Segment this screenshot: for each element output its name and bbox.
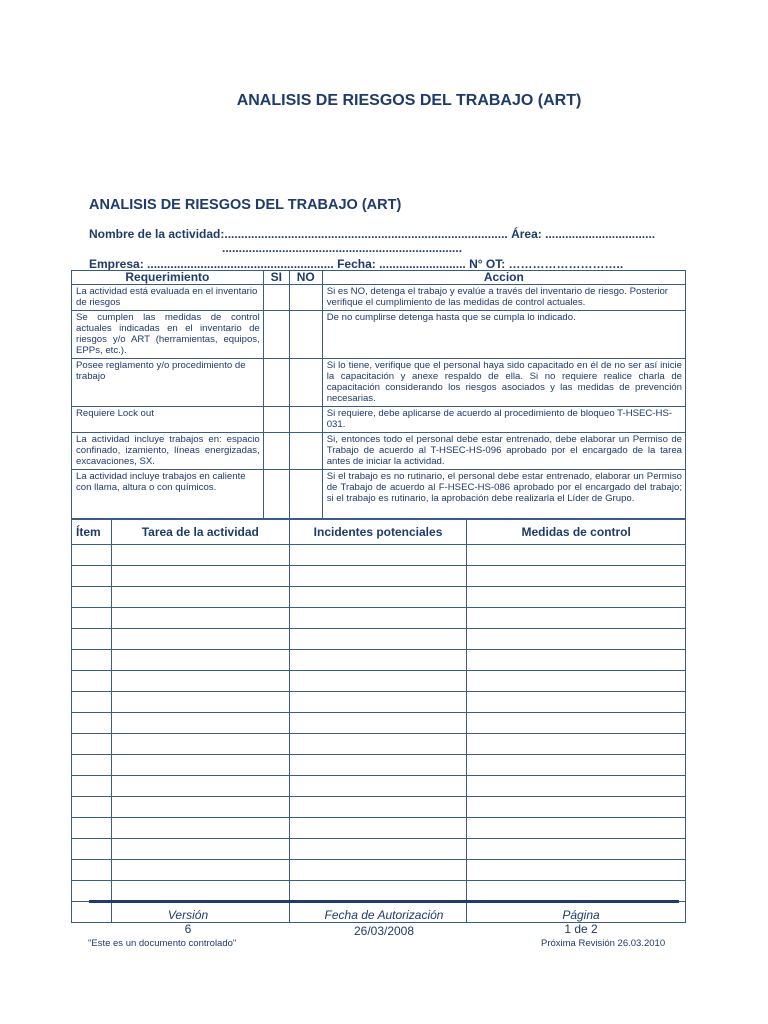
tarea-cell[interactable] xyxy=(111,608,289,629)
item-cell[interactable] xyxy=(72,587,112,608)
action-text: Si el trabajo es no rutinario, el personal debe estar entrenado, elaborar un Permiso de Trabajo de acuerdo al F-HSEC-HS-086 aprobado por el encargado del trabajo; si el trabajo es rutinario, la aprobación debe realizarla el Líder de Grupo. xyxy=(322,470,685,520)
incidentes-cell[interactable] xyxy=(289,587,467,608)
tarea-cell[interactable] xyxy=(111,734,289,755)
medidas-cell[interactable] xyxy=(467,755,686,776)
item-row xyxy=(72,545,686,566)
incidentes-cell[interactable] xyxy=(289,860,467,881)
medidas-cell[interactable] xyxy=(467,629,686,650)
tarea-cell[interactable] xyxy=(111,713,289,734)
action-text: De no cumplirse detenga hasta que se cumpla lo indicado. xyxy=(322,311,685,359)
si-checkbox-cell[interactable] xyxy=(263,311,289,359)
action-text: Si requiere, debe aplicarse de acuerdo al procedimiento de bloqueo T-HSEC-HS-031. xyxy=(322,407,685,433)
requirement-row xyxy=(72,407,686,433)
incidentes-cell[interactable] xyxy=(289,608,467,629)
tarea-cell[interactable] xyxy=(111,650,289,671)
version-value: 6 xyxy=(184,922,192,936)
medidas-cell[interactable] xyxy=(467,671,686,692)
medidas-cell[interactable] xyxy=(467,818,686,839)
no-checkbox-cell[interactable] xyxy=(289,311,322,359)
incidentes-cell[interactable] xyxy=(289,776,467,797)
item-row xyxy=(72,734,686,755)
item-cell[interactable] xyxy=(72,797,112,818)
authorization-date-label: Fecha de Autorización xyxy=(324,908,444,922)
activity-name-line: Nombre de la actividad:..................................................................................... Área: ................................. xyxy=(89,227,656,241)
incidentes-cell[interactable] xyxy=(289,692,467,713)
requirement-row xyxy=(72,433,686,470)
item-cell[interactable] xyxy=(72,608,112,629)
company-date-ot-line: Empresa: ........................................................ Fecha: .......................... N° OT: ……………………….. xyxy=(89,257,624,271)
medidas-cell[interactable] xyxy=(467,797,686,818)
tarea-cell[interactable] xyxy=(111,545,289,566)
page-label: Página xyxy=(562,908,600,922)
si-checkbox-cell[interactable] xyxy=(263,359,289,407)
si-checkbox-cell[interactable] xyxy=(263,407,289,433)
medidas-cell[interactable] xyxy=(467,587,686,608)
requirement-row xyxy=(72,470,686,520)
tarea-cell[interactable] xyxy=(111,839,289,860)
incidentes-cell[interactable] xyxy=(289,755,467,776)
action-text: Si lo tiene, verifique que el personal haya sido capacitado en él de no ser así inicie la capacitación y anexe respaldo de ella. Si no requiere realice charla de capacitación considerando los riesgos asociados y las medidas de prevención necesarias. xyxy=(322,359,685,407)
action-text: Si, entonces todo el personal debe estar entrenado, debe elaborar un Permiso de Trabajo de acuerdo al T-HSEC-HS-096 aprobado por el encargado de la tarea antes de iniciar la actividad. xyxy=(322,433,685,470)
incidentes-cell[interactable] xyxy=(289,881,467,902)
incidentes-cell[interactable] xyxy=(289,839,467,860)
tarea-cell[interactable] xyxy=(111,629,289,650)
action-text: Si es NO, detenga el trabajo y evalúe a través del inventario de riesgo. Posterior verifique el cumplimiento de las medidas de control actuales. xyxy=(322,285,685,311)
header-requerimiento: Requerimiento xyxy=(72,271,264,285)
tarea-cell[interactable] xyxy=(111,692,289,713)
item-cell[interactable] xyxy=(72,881,112,902)
item-cell[interactable] xyxy=(72,671,112,692)
requirement-text: La actividad incluye trabajos en caliente con llama, altura o con químicos. xyxy=(72,470,264,520)
no-checkbox-cell[interactable] xyxy=(289,433,322,470)
item-cell[interactable] xyxy=(72,734,112,755)
incidentes-cell[interactable] xyxy=(289,671,467,692)
item-row xyxy=(72,692,686,713)
incidentes-cell[interactable] xyxy=(289,566,467,587)
tarea-cell[interactable] xyxy=(111,671,289,692)
items-header-row xyxy=(72,519,686,545)
no-checkbox-cell[interactable] xyxy=(289,285,322,311)
item-cell[interactable] xyxy=(72,650,112,671)
requirements-header-row xyxy=(72,271,686,285)
header-no: NO xyxy=(289,271,322,285)
requirement-text: La actividad está evaluada en el inventario de riesgos xyxy=(72,285,264,311)
item-row xyxy=(72,797,686,818)
page-title: ANALISIS DE RIESGOS DEL TRABAJO (ART) xyxy=(236,92,582,109)
header-medidas: Medidas de control xyxy=(467,519,686,545)
incidentes-cell[interactable] xyxy=(289,734,467,755)
medidas-cell[interactable] xyxy=(467,881,686,902)
item-row xyxy=(72,755,686,776)
medidas-cell[interactable] xyxy=(467,713,686,734)
footer-divider xyxy=(89,900,679,903)
page-value: 1 de 2 xyxy=(564,922,598,936)
item-row xyxy=(72,566,686,587)
no-checkbox-cell[interactable] xyxy=(289,359,322,407)
requirements-table xyxy=(71,270,686,520)
medidas-cell[interactable] xyxy=(467,860,686,881)
no-checkbox-cell[interactable] xyxy=(289,470,322,520)
tarea-cell[interactable] xyxy=(111,818,289,839)
incidentes-cell[interactable] xyxy=(289,629,467,650)
medidas-cell[interactable] xyxy=(467,734,686,755)
activity-name-continuation: ........................................................................ xyxy=(222,241,463,255)
requirement-row xyxy=(72,285,686,311)
si-checkbox-cell[interactable] xyxy=(263,285,289,311)
tarea-cell[interactable] xyxy=(111,755,289,776)
requirement-row xyxy=(72,359,686,407)
si-checkbox-cell[interactable] xyxy=(263,470,289,520)
incidentes-cell[interactable] xyxy=(289,797,467,818)
header-item: Ítem xyxy=(72,519,112,545)
item-row xyxy=(72,776,686,797)
item-row xyxy=(72,671,686,692)
header-incidentes: Incidentes potenciales xyxy=(289,519,467,545)
item-row xyxy=(72,587,686,608)
header-tarea: Tarea de la actividad xyxy=(111,519,289,545)
medidas-cell[interactable] xyxy=(467,566,686,587)
next-revision-note: Próxima Revisión 26.03.2010 xyxy=(541,938,666,949)
header-accion: Accion xyxy=(322,271,685,285)
medidas-cell[interactable] xyxy=(467,650,686,671)
header-si: SI xyxy=(263,271,289,285)
item-cell[interactable] xyxy=(72,692,112,713)
version-label: Versión xyxy=(167,908,209,922)
medidas-cell[interactable] xyxy=(467,545,686,566)
tarea-cell[interactable] xyxy=(111,566,289,587)
requirement-text: Posee reglamento y/o procedimiento de trabajo xyxy=(72,359,264,407)
item-cell[interactable] xyxy=(72,755,112,776)
tarea-cell[interactable] xyxy=(111,587,289,608)
items-table xyxy=(71,518,686,923)
controlled-document-note: "Este es un documento controlado" xyxy=(88,938,237,949)
item-row xyxy=(72,608,686,629)
item-row xyxy=(72,860,686,881)
item-cell[interactable] xyxy=(72,818,112,839)
requirement-text: La actividad incluye trabajos en: espacio confinado, izamiento, líneas energizadas, excavaciones, SX. xyxy=(72,433,264,470)
medidas-cell[interactable] xyxy=(467,776,686,797)
incidentes-cell[interactable] xyxy=(289,650,467,671)
incidentes-cell[interactable] xyxy=(289,545,467,566)
si-checkbox-cell[interactable] xyxy=(263,433,289,470)
item-cell[interactable] xyxy=(72,776,112,797)
item-cell[interactable] xyxy=(72,839,112,860)
item-row xyxy=(72,818,686,839)
requirement-row xyxy=(72,311,686,359)
no-checkbox-cell[interactable] xyxy=(289,407,322,433)
medidas-cell[interactable] xyxy=(467,608,686,629)
item-cell[interactable] xyxy=(72,713,112,734)
item-cell[interactable] xyxy=(72,545,112,566)
incidentes-cell[interactable] xyxy=(289,818,467,839)
requirement-text: Se cumplen las medidas de control actuales indicadas en el inventario de riesgos y/o ART (herramientas, equipos, EPPs, etc.). xyxy=(72,311,264,359)
authorization-date-value: 26/03/2008 xyxy=(353,924,415,938)
item-cell[interactable] xyxy=(72,860,112,881)
item-row xyxy=(72,629,686,650)
item-row xyxy=(72,713,686,734)
tarea-cell[interactable] xyxy=(111,860,289,881)
tarea-cell[interactable] xyxy=(111,797,289,818)
item-cell[interactable] xyxy=(72,566,112,587)
tarea-cell[interactable] xyxy=(111,881,289,902)
requirement-text: Requiere Lock out xyxy=(72,407,264,433)
item-row xyxy=(72,650,686,671)
item-cell[interactable] xyxy=(72,902,112,923)
medidas-cell[interactable] xyxy=(467,839,686,860)
item-row xyxy=(72,839,686,860)
item-row xyxy=(72,881,686,902)
incidentes-cell[interactable] xyxy=(289,713,467,734)
item-cell[interactable] xyxy=(72,629,112,650)
form-title: ANALISIS DE RIESGOS DEL TRABAJO (ART) xyxy=(89,197,402,213)
tarea-cell[interactable] xyxy=(111,776,289,797)
medidas-cell[interactable] xyxy=(467,692,686,713)
